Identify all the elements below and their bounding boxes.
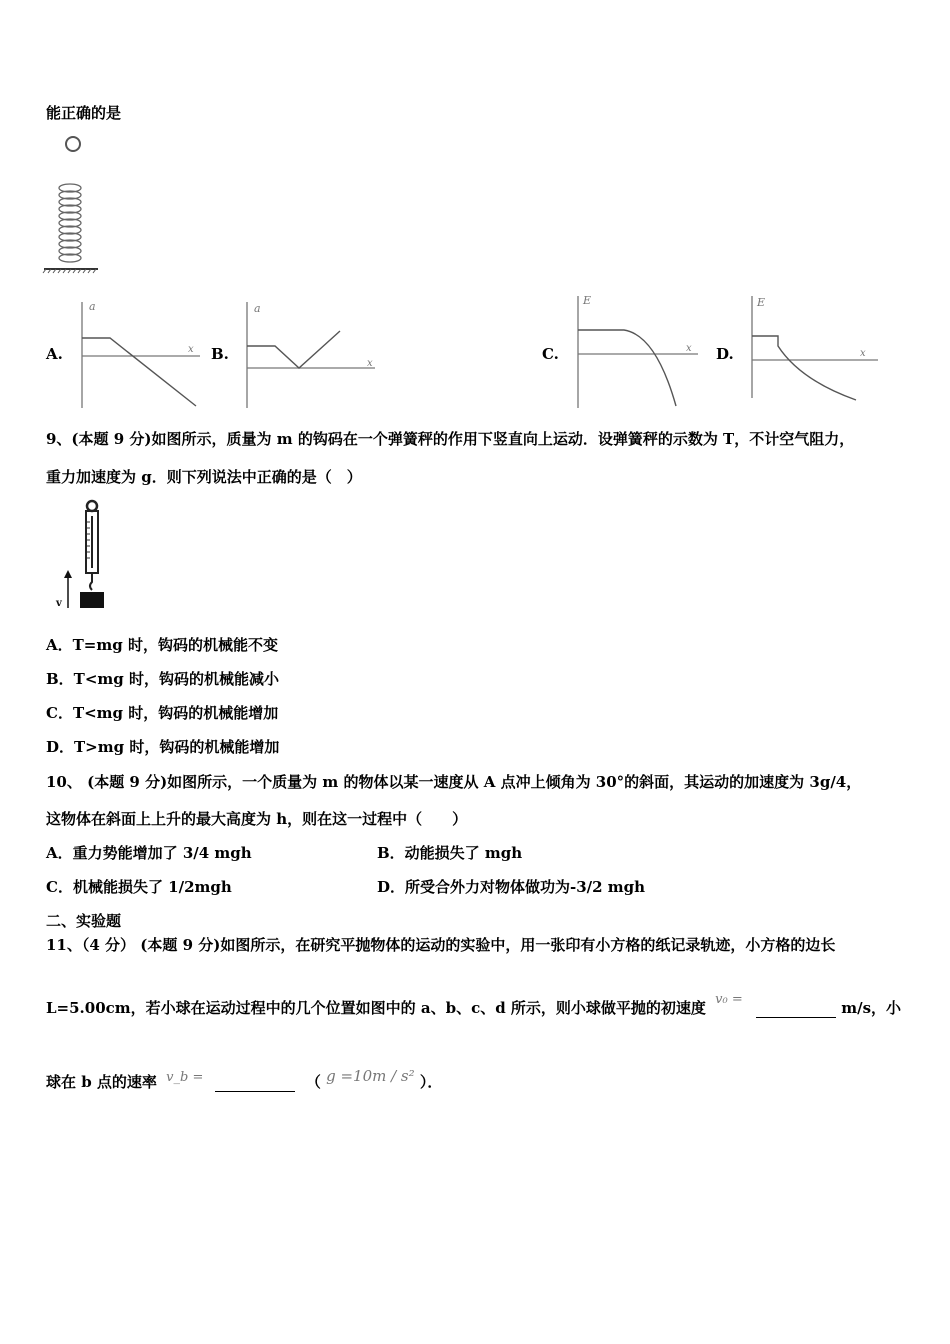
q10-stem-line2: 这物体在斜面上上升的最大高度为 h，则在这一过程中（ ） — [46, 810, 468, 828]
spring-coil — [59, 184, 81, 262]
graph-b-y-label: a — [254, 302, 261, 315]
q11-line2-unit: m/s，小 — [841, 999, 902, 1017]
graph-d-x-label: x — [860, 348, 866, 359]
q10-stem-line1: 10、 (本题 9 分)如图所示，一个质量为 m 的物体以某一速度从 A 点冲上倾角为 30°的斜面，其运动的加速度为 3g/4， — [46, 773, 862, 791]
g-formula: g =10m / s² — [326, 1067, 415, 1085]
q10-option-d: D．所受合外力对物体做功为-3/2 mgh — [377, 878, 646, 896]
paren-open: （ — [305, 1073, 321, 1091]
graph-a-y-label: a — [89, 300, 96, 313]
q8-option-b-label: B. — [211, 345, 229, 363]
v0-answer-blank[interactable] — [756, 999, 836, 1018]
q11-line3 — [46, 1067, 443, 1092]
q11-line2-text: L=5.00cm，若小球在运动过程中的几个位置如图中的 a、b、c、d 所示，则小球做平抛的初速度 — [46, 999, 706, 1017]
q10-option-b: B．动能损失了 mgh — [377, 844, 523, 862]
q9-stem-line2: 重力加速度为 g．则下列说法中正确的是（ ） — [46, 468, 362, 486]
graph-d-curve — [752, 336, 856, 400]
paren-close: ）． — [419, 1073, 443, 1091]
graph-d — [740, 290, 885, 410]
scale-ring — [87, 501, 97, 511]
spring-ball-figure — [40, 130, 110, 280]
q8-option-a-label: A. — [46, 345, 63, 363]
graph-a-x-label: x — [188, 344, 194, 355]
q11-line1: 11、（4 分） (本题 9 分)如图所示，在研究平抛物体的运动的实验中，用一张印有小方格的纸记录轨迹，小方格的边长 — [46, 936, 836, 954]
q8-option-c-label: C. — [542, 345, 559, 363]
v0-formula: v₀ = — [715, 992, 743, 1007]
intro-text: 能正确的是 — [46, 104, 122, 122]
q9-option-c: C．T<mg 时，钩码的机械能增加 — [46, 704, 279, 722]
q9-option-d: D．T>mg 时，钩码的机械能增加 — [46, 738, 280, 756]
q8-option-d-label: D. — [716, 345, 734, 363]
q9-stem-line1: 9、(本题 9 分)如图所示，质量为 m 的钩码在一个弹簧秤的作用下竖直向上运动．设弹簧秤的示数为 T，不计空气阻力， — [46, 430, 855, 448]
q11-line3-text: 球在 b 点的速率 — [46, 1073, 157, 1091]
ball — [66, 137, 80, 151]
hook-weight — [80, 592, 104, 608]
spring-scale-figure — [46, 496, 126, 620]
graph-b — [235, 298, 385, 410]
graph-c — [566, 290, 706, 410]
q10-option-a: A．重力势能增加了 3/4 mgh — [46, 844, 252, 862]
graph-a-curve — [82, 338, 196, 406]
q9-option-b: B．T<mg 时，钩码的机械能减小 — [46, 670, 279, 688]
vb-formula: v_b = — [166, 1070, 204, 1085]
graph-a — [70, 298, 210, 410]
velocity-label: v — [56, 598, 62, 609]
vb-answer-blank[interactable] — [215, 1073, 295, 1092]
graph-c-y-label: E — [583, 294, 592, 307]
section-heading: 二、实验题 — [46, 912, 122, 930]
graph-d-y-label: E — [757, 296, 766, 309]
graph-c-x-label: x — [686, 343, 692, 354]
q9-option-a: A．T=mg 时，钩码的机械能不变 — [46, 636, 278, 654]
graph-c-curve — [578, 330, 676, 406]
q11-line2 — [46, 992, 902, 1018]
graph-b-curve — [247, 331, 340, 368]
scale-hook — [90, 573, 92, 590]
q10-option-c: C．机械能损失了 1/2mgh — [46, 878, 232, 896]
graph-b-x-label: x — [367, 358, 373, 369]
